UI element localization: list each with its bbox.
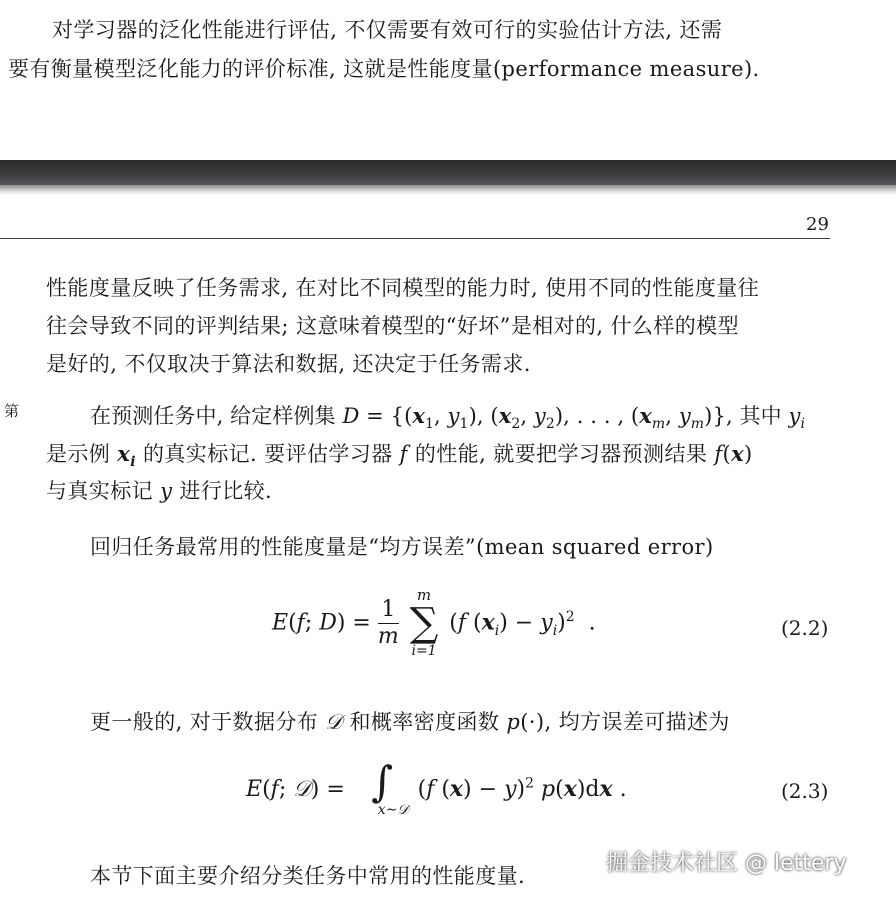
watermark: 掘金技术社区 @ lettery (606, 851, 847, 876)
equation-2-2-number: (2.2) (781, 616, 829, 640)
paragraph-2-text-d: 的真实标记. 要评估学习器 (143, 442, 393, 466)
dataset-formula: D (342, 404, 360, 428)
header-rule (0, 238, 830, 239)
paragraph-1-line-3: 是好的, 不仅取决于算法和数据, 还决定于任务需求. (46, 352, 531, 376)
margin-note: 第 (4, 402, 20, 420)
paragraph-2-text-g: 进行比较. (179, 479, 273, 503)
page-separator (0, 160, 896, 185)
paragraph-2-text-c: 是示例 (46, 442, 111, 466)
paragraph-4-text-a: 更一般的, 对于数据分布 (90, 710, 319, 734)
paragraph-2-text-b: , 其中 (725, 404, 782, 428)
equation-2-2: E(f; D) = $\frac{1}{m}$ m ∑ i=1 (f $(x_i) - y_i)^2$ . (272, 586, 596, 659)
equation-2-3-number: (2.3) (781, 779, 829, 803)
paragraph-2-line-3: 与真实标记 y 进行比较. (46, 479, 273, 503)
paragraph-4: 更一般的, 对于数据分布 𝒟 和概率密度函数 p(·), 均方误差可描述为 (90, 710, 730, 734)
paragraph-2-text-e: 的性能, 就要把学习器预测结果 (414, 442, 708, 466)
paragraph-4-text-b: 和概率密度函数 (349, 710, 500, 734)
paragraph-4-text-c: , 均方误差可描述为 (544, 710, 730, 734)
top-paragraph-line-2: 要有衡量模型泛化能力的评价标准, 这就是性能度量(performance measure). (8, 57, 760, 81)
paragraph-3: 回归任务最常用的性能度量是“均方误差”(mean squared error) (90, 535, 714, 559)
paragraph-2-text-a: 在预测任务中, 给定样例集 (90, 404, 336, 428)
page-separator-shadow (0, 185, 896, 195)
paragraph-5: 本节下面主要介绍分类任务中常用的性能度量. (90, 864, 526, 888)
paragraph-1-line-1: 性能度量反映了任务需求, 在对比不同模型的能力时, 使用不同的性能度量往 (46, 276, 760, 300)
paragraph-1-line-2: 往会导致不同的评判结果; 这意味着模型的“好坏”是相对的, 什么样的模型 (46, 314, 739, 338)
top-paragraph-line-1: 对学习器的泛化性能进行评估, 不仅需要有效可行的实验估计方法, 还需 (52, 18, 723, 42)
paragraph-2-line-1: 在预测任务中, 给定样例集 $D = \{(x_1$, $y_1$), ($x_2$, $y_2$), . . . , ($x_m$, $y_m$)}, 其中 $y_i$ (90, 403, 806, 433)
paragraph-2-line-2: 是示例 $x_i$ 的真实标记. 要评估学习器 f 的性能, 就要把学习器预测结果 f(x) (46, 441, 753, 471)
paragraph-2-text-f: 与真实标记 (46, 479, 153, 503)
page-number: 29 (806, 214, 829, 235)
equation-2-3: E(f; 𝒟) = ∫ x∼𝒟 (f (x) − y)$^2$ p(x)dx . (246, 757, 627, 818)
